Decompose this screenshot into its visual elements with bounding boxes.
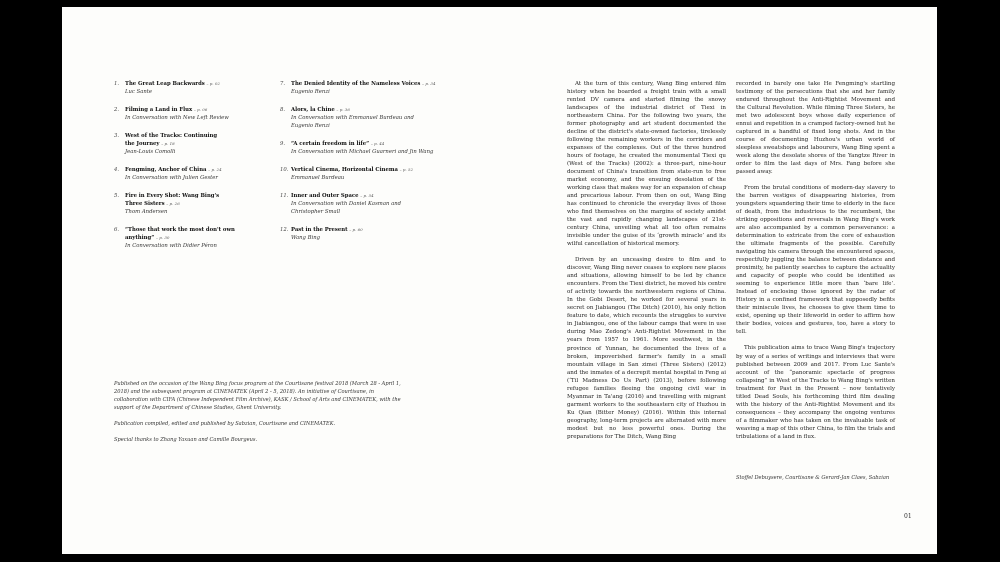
toc-number: 9. — [280, 141, 286, 148]
toc-number: 3. — [114, 132, 120, 139]
toc-entry[interactable]: 7. The Denied Identity of the Nameless Voices – p. 34 Eugenio Renzi — [280, 81, 436, 96]
body-paragraph: Driven by an unceasing desire to film and to discover, Wang Bing never ceases to explore new places and situations, allowing himself to be led by chance encounters. From the Tiexi district, he moved his centre of activity towards the northwestern regions of China. In the Gobi Desert, he worked for several years in secret on Jiabiangou (The Ditch) (2010), his only fiction feature to date, which recounts the struggles to survive in Jiabiangou, one of the labour camps that were in use during Mao Zedong's Anti-Rightist Movement in the years from 1957 to 1961. More southwest, in the province of Yunnan, he documented the lives of a broken, impoverished farmer's family in a small mountain village in San zimei (Three Sisters) (2012) and the inmates of a decrepit mental hospital in Feng ai (‘Til Madness Do Us Part) (2013), before following refugee families fleeing the ongoing civil war in Myanmar in Ta'ang (2016) and travelling with migrant garment workers to the southeastern city of Huzhou in Ku Qian (Bitter Money) (2016). Within this internal geography, long-term projects are alternated with more modest but no less powerful ones. During the preparations for The Ditch, Wang Bing — [567, 257, 726, 440]
toc-author: Wang Bing — [291, 235, 321, 242]
colophon-paragraph: Published on the occasion of the Wang Bing focus program at the Courtisane festival 2018 (March 28 - April 1, 2018) and the subsequent program at CINEMATEK (April 2 - 5, 2018). An initiative of Courtisane, in collaboration with CIFA (Chinese Independent Film Archive), KASK / School of Arts and CINEMATEK, with the support of the Department of Chinese Studies, Ghent University. — [114, 381, 401, 412]
toc-page: p. 54 — [363, 192, 374, 198]
toc-author: Luc Sante — [125, 89, 153, 96]
toc-number: 10. — [280, 166, 289, 173]
toc-page: p. 02 — [209, 81, 220, 86]
toc-entry[interactable]: 6. “Those that work the most don't own anything” – p. 30 In Conversation with Didier Péron — [114, 226, 235, 250]
body-paragraph: This publication aims to trace Wang Bing's trajectory by way of a series of writings and interviews that were published between 2009 and 2017. From Luc Sante's account of the “panoramic spectacle of progress collapsing” in West of the Tracks to Wang Bing's written treatment for Past in the Present – now tentatively titled Dead Souls, his forthcoming third film dealing with the history of the Anti-Rightist Movement and its consequences – they accompany the ongoing ventures of a filmmaker who has taken on the invaluable task of weaving a map of this other China, to film the trials and tribulations of a land in flux. — [736, 345, 895, 440]
toc-page: p. 44 — [374, 141, 385, 147]
toc-title: Inner and Outer Space — [291, 192, 359, 199]
colophon — [114, 380, 404, 453]
body-paragraph: At the turn of this century, Wang Bing entered film history when he boarded a freight train with a small rented DV camera and started filming the snowy landscapes of the industrial district of Tiexi in northeastern China. For the following two years, the former photography and art student documented the decline of the district's state-owned factories, tirelessly following the remaining workers in the corridors and expanses of the complexes. Out of the three hundred hours of footage, he created the monumental Tiexi qu (West of the Tracks) (2002): a three-part, nine-hour document of China's transition from state-run to free market economy, and the ensuing desolation of the working class that makes way for an expansion of cheap and precarious labour. From then on out, Wang Bing has continued to chronicle the everyday lives of those who find themselves on the margins of society amidst the vast and rapidly changing landscapes of 21st-century China, unveiling what all too often remains invisible under the guise of its ‘growth miracle’ and its wilful cancellation of historical memory. — [567, 81, 726, 248]
toc-entry[interactable]: 9. “A certain freedom in life” – p. 44 In Conversation with Michael Guarneri and Jin Wang — [280, 141, 434, 156]
toc-number: 6. — [114, 226, 120, 233]
toc-title: Past in the Present — [291, 226, 348, 233]
toc-author: Eugenio Renzi — [291, 89, 330, 96]
toc-number: 5. — [114, 192, 120, 199]
toc-title: Fire in Every Shot: Wang Bing's Three Sisters — [125, 192, 220, 208]
toc-author: In Conversation with Michael Guarneri and Jin Wang — [291, 149, 434, 156]
colophon-paragraph: Publication compiled, edited and published by Sabzian, Courtisane and CINEMATEK. — [114, 421, 336, 428]
toc-entry[interactable]: 1. The Great Leap Backwards – p. 02 Luc Sante — [114, 81, 220, 96]
body-paragraph: recorded in barely one take He Fengming's startling testimony of the persecutions that she and her family endured throughout the Anti-Rightist Movement and the Cultural Revolution. While filming Three Sisters, he met two adolescent boys whose daily experience of ennui and repetition in a cramped factory-owned hut he captured in a handful of fixed long shots. And in the course of documenting Huzhou's urban world of sleepless sweatshops and labourers, Wang Bing spent a week along the desolate shores of the Yangtze River in order to film the last days of Mrs. Fang before she passed away. — [736, 81, 895, 176]
toc-title: Vertical Cinema, Horizontal Cinema — [291, 166, 398, 173]
toc-page: p. 06 — [197, 106, 208, 112]
toc-number: 1. — [114, 81, 120, 87]
toc-author: Jean-Louis Comolli — [125, 149, 176, 156]
toc-title: Filming a Land in Flux — [125, 106, 193, 113]
toc-page: p. 52 — [402, 166, 414, 172]
toc-entry[interactable]: 11. Inner and Outer Space – p. 54 In Conversation with Daniel Kasman and Christopher Small — [280, 192, 402, 216]
toc-page: p. 60 — [352, 226, 363, 232]
toc-number: 2. — [114, 106, 120, 113]
toc-author: In Conversation with New Left Review — [125, 115, 229, 122]
table-of-contents-left — [114, 80, 274, 260]
toc-number: 7. — [280, 81, 286, 87]
body-column-1 — [567, 80, 726, 449]
signature: Stoffel Debuysere, Courtisane & Gerard-Jan Claes, Sabzian — [736, 475, 890, 481]
toc-author: Thom Andersen — [125, 209, 168, 216]
toc-number: 4. — [114, 166, 120, 173]
body-paragraph: From the brutal conditions of modern-day slavery to the barren vestiges of disappearing histories, from youngsters squandering their time to elderly in the face of death, from the industrious to the recumbent, the striking oppositions and reversals in Wang Bing's work are also accompanied by a common perseverance: a determination to extricate from the core of exhaustion the ultimate fragments of the possible. Carefully navigating his camera through the encountered spaces, respectfully juggling the balance between distance and proximity, he patiently searches to capture the actuality and capacity of people who could be identified as seeming to experience little more than ‘bare life’. Instead of enclosing those ignored by the radar of History in a confined framework that supposedly befits their miniscule lives, he chooses to give them time to exist, opening up their lifeworld in order to affirm how their bodies, voices and gestures, too, have a story to tell. — [736, 185, 895, 336]
toc-page: p. 34 — [425, 81, 436, 86]
toc-title: “A certain freedom in life” — [291, 141, 370, 148]
toc-entry[interactable]: 8. Alors, la Chine – p. 36 In Conversation with Emmanuel Burdeau and Eugenio Renzi — [280, 106, 414, 130]
toc-entry[interactable]: 10. Vertical Cinema, Horizontal Cinema – p. 52 Emmanuel Burdeau — [280, 166, 414, 182]
toc-title: Alors, la Chine — [291, 106, 335, 113]
toc-entry[interactable]: 2. Filming a Land in Flux – p. 06 In Conversation with New Left Review — [114, 106, 229, 122]
toc-page: p. 18 — [164, 141, 175, 147]
document-page — [62, 7, 937, 554]
page-number: 01 — [904, 513, 912, 520]
toc-number: 12. — [280, 226, 289, 233]
toc-page: p. 36 — [339, 106, 350, 112]
toc-author: In Conversation with Julien Gester — [125, 175, 218, 182]
colophon-paragraph: Special thanks to Zhang Yaxuan and Camille Bourgeus. — [114, 437, 258, 444]
toc-title: The Great Leap Backwards — [125, 81, 205, 87]
toc-author: In Conversation with Didier Péron — [125, 243, 217, 250]
toc-title: West of the Tracks: Continuing the Journey — [125, 132, 218, 148]
toc-page: p. 30 — [159, 235, 170, 241]
toc-entry[interactable]: 5. Fire in Every Shot: Wang Bing's Three Sisters – p. 26 Thom Andersen — [114, 192, 220, 216]
toc-number: 11. — [280, 192, 289, 199]
toc-title: “Those that work the most don't own anything” — [125, 226, 235, 242]
table-of-contents-right — [280, 80, 480, 252]
toc-title: Fengming, Anchor of China — [125, 166, 207, 173]
toc-page: p. 24 — [211, 166, 222, 172]
toc-number: 8. — [280, 106, 286, 113]
toc-author: Emmanuel Burdeau — [291, 175, 345, 182]
toc-entry[interactable]: 12. Past in the Present – p. 60 Wang Bing — [280, 226, 363, 242]
body-column-2 — [736, 80, 895, 449]
toc-entry[interactable]: 4. Fengming, Anchor of China – p. 24 In Conversation with Julien Gester — [114, 166, 222, 182]
toc-entry[interactable]: 3. West of the Tracks: Continuing the Journey – p. 18 Jean-Louis Comolli — [114, 132, 218, 156]
toc-author: In Conversation with Daniel Kasman and Christopher Small — [291, 201, 402, 216]
toc-title: The Denied Identity of the Nameless Voices — [291, 81, 421, 87]
toc-page: p. 26 — [169, 201, 180, 207]
toc-author: In Conversation with Emmanuel Burdeau and Eugenio Renzi — [291, 115, 414, 130]
